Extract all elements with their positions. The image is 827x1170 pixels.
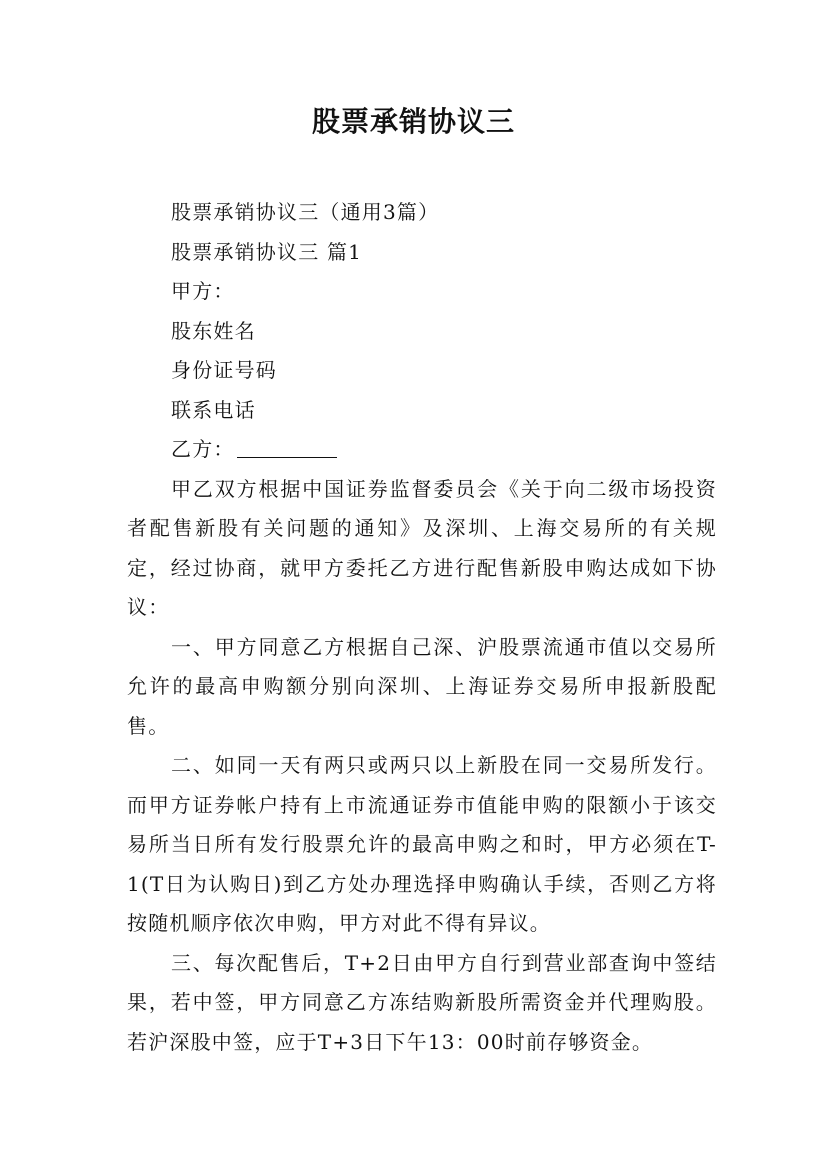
document-title: 股票承销协议三: [311, 105, 515, 138]
party-b-label: 乙方：: [171, 437, 235, 461]
clause-2-paragraph: 二、如同一天有两只或两只以上新股在同一交易所发行。而甲方证券帐户持有上市流通证券市值能申购的限额小于该交易所当日所有发行股票允许的最高申购之和时，甲方必须在T-1(T日为认购日)到乙方处办理选择申购确认手续，否则乙方将按随机顺序依次申购，甲方对此不得有异议。: [127, 753, 717, 935]
party-a-label: 甲方：: [171, 279, 235, 303]
clause-3-paragraph: 三、每次配售后，T+2日由甲方自行到营业部查询中签结果，若中签，甲方同意乙方冻结购新股所需资金并代理购股。若沪深股中签，应于T+3日下午13：00时前存够资金。: [127, 950, 717, 1054]
phone-label: 联系电话: [171, 397, 256, 422]
intro-paragraph: 甲乙双方根据中国证券监督委员会《关于向二级市场投资者配售新股有关问题的通知》及深圳、上海交易所的有关规定，经过协商，就甲方委托乙方进行配售新股申购达成如下协议：: [127, 476, 717, 619]
section-heading: 股票承销协议三 篇1: [171, 239, 363, 264]
clause-1-paragraph: 一、甲方同意乙方根据自己深、沪股票流通市值以交易所允许的最高申购额分别向深圳、上海证券交易所申报新股配售。: [127, 634, 717, 738]
id-number-label: 身份证号码: [171, 358, 277, 382]
party-b-line: [127, 430, 717, 470]
document-body: [127, 193, 717, 1062]
document-subtitle: 股票承销协议三（通用3篇）: [171, 200, 440, 224]
party-b-blank: [237, 437, 337, 458]
shareholder-name-label: 股东姓名: [171, 318, 256, 343]
